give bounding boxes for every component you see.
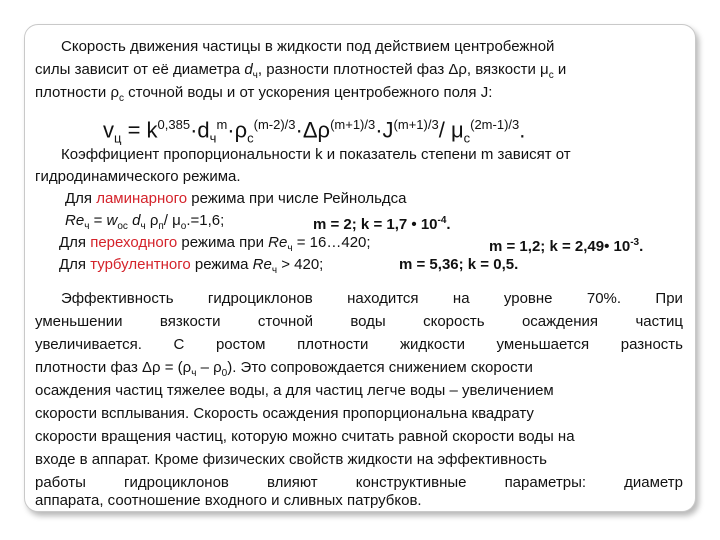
rho-symbol: ρ [145,212,159,229]
exponent: (2m-1)/3 [470,117,520,132]
text: . [639,238,644,255]
re-symbol: Re [65,212,85,229]
para2-line2 [35,167,683,187]
text: = 16…420; [292,234,371,251]
word: уровне [503,290,553,307]
symbol-k: k [146,117,158,143]
para3-line6 [35,404,683,424]
symbol-mu: μ [450,117,464,143]
word: С [173,336,185,353]
text: Для [59,234,91,251]
text: Для [59,256,91,273]
text: Скорость движения частицы в жидкости под действием центробежной [61,38,555,55]
dot: · [227,117,235,143]
word: на [452,290,470,307]
text: сточной воды и от ускорения центробежного поля J: [124,84,493,101]
subscript: 0 [221,368,228,379]
word: частиц [635,313,683,330]
word: ростом [215,336,266,353]
subscript: о [180,221,187,232]
word: уменьшении [35,313,123,330]
transitional-coefficients [489,233,643,257]
text: .=1,6; [186,212,225,229]
exponent: -3 [630,237,640,248]
subscript: с [548,70,554,81]
subscript: с [463,130,471,146]
text: Для [65,190,97,207]
para1-line3 [35,83,683,109]
subscript: ч [209,130,217,146]
turbulent-line [59,255,683,281]
para1-line1 [35,37,683,57]
exponent: 0,385 [157,117,191,132]
text: , разности плотностей фаз Δρ, вязкости μ [257,61,549,78]
word: Эффективность [61,290,174,307]
dot: · [190,117,198,143]
word: гидроциклонов [124,474,229,491]
word: плотности [297,336,369,353]
word: конструктивные [355,474,467,491]
symbol-delta-rho: Δρ [302,117,331,143]
text: плотности ρ [35,84,120,101]
symbol-d: d [244,61,253,78]
text: и [553,61,567,78]
word: работы [35,474,86,491]
subscript: п [158,221,164,232]
laminar-word: ламинарного [96,190,188,207]
exponent: m [216,117,228,132]
laminar-coefficients [313,211,451,235]
symbol-rho: ρ [234,117,248,143]
word: При [655,290,683,307]
subscript: ч [191,368,197,379]
word: гидроциклонов [207,290,313,307]
word: параметры: [504,474,587,491]
word: увеличивается. [35,336,142,353]
subscript: ч [140,221,146,232]
word: влияют [266,474,318,491]
text: плотности фаз Δρ = (ρ [35,359,192,376]
slash: / [438,117,451,143]
word: диаметр [624,474,683,491]
subscript: с [119,93,125,104]
para3-line1 [35,289,683,309]
word: жидкости [399,336,465,353]
laminar-line [65,189,683,209]
word: вязкости [159,313,221,330]
period: . [519,117,526,143]
text: = [89,212,107,229]
slide-card [24,24,696,512]
subscript: ч [252,70,258,81]
re-symbol: Re [252,256,272,273]
para2-line1 [35,145,683,165]
para3-line8 [35,450,683,470]
subscript: ч [84,221,90,232]
word: воды [350,313,386,330]
word: находится [347,290,419,307]
exponent: (m+1)/3 [393,117,439,132]
text: силы зависит от её диаметра [35,61,245,78]
text: . [446,216,451,233]
text: скорости всплывания. Скорость осаждения пропорциональна квадрату [35,405,534,422]
symbol-j: J [382,117,394,143]
para3-line7 [35,427,683,447]
exponent: -4 [437,215,447,226]
symbol-v: v [103,117,114,143]
text: входе в аппарат. Кроме физических свойств жидкости на эффективность [35,451,547,468]
text: m = 1,2; k = 2,49• 10 [489,238,631,255]
exponent: (m-2)/3 [253,117,296,132]
text: осаждения частиц тяжелее воды, а для частиц легче воды – увеличением [35,382,554,399]
word: 70%. [586,290,622,307]
turbulent-word: турбулентного [90,256,191,273]
turbulent-coefficients [399,255,518,275]
exponent: (m+1)/3 [330,117,376,132]
para3-line5 [35,381,683,401]
para3-line9 [35,473,683,493]
w-symbol: w [106,212,118,229]
equals: = [121,117,147,143]
text: ). Это сопровождается снижением скорости [227,359,533,376]
word: сточной [257,313,313,330]
subscript: ч [271,265,278,276]
text: m = 2; k = 1,7 • 10 [313,216,438,233]
subscript: с [247,130,254,146]
word: осаждения [521,313,599,330]
text: – ρ [196,359,222,376]
text: . [514,256,519,273]
word: разность [620,336,683,353]
re-symbol: Re [268,234,288,251]
subscript: ц [114,130,122,146]
text: режима при [177,234,269,251]
text: > 420; [277,256,324,273]
subscript: ос [117,221,128,232]
transitional-word: переходного [90,234,178,251]
text: m = 5,36; k = 0,5 [399,256,515,273]
text: режима при числе Рейнольдса [187,190,407,207]
para3-line10 [35,491,683,511]
para3-line3 [35,335,683,355]
word: скорость [423,313,485,330]
dot: · [375,117,383,143]
mu-symbol: / μ [163,212,181,229]
subscript: ч [287,243,293,254]
text: скорости вращения частиц, которую можно считать равной скорости воды на [35,428,575,445]
para3-line2 [35,312,683,332]
text: Коэффициент пропорциональности k и показатель степени m зависят от [61,146,571,163]
text: режима [190,256,253,273]
dot: · [295,117,303,143]
symbol-d: d [197,117,210,143]
word: уменьшается [496,336,590,353]
text: аппарата, соотношение входного и сливных патрубков. [35,492,422,509]
text: гидродинамического режима. [35,168,241,185]
d-symbol: d [127,212,141,229]
